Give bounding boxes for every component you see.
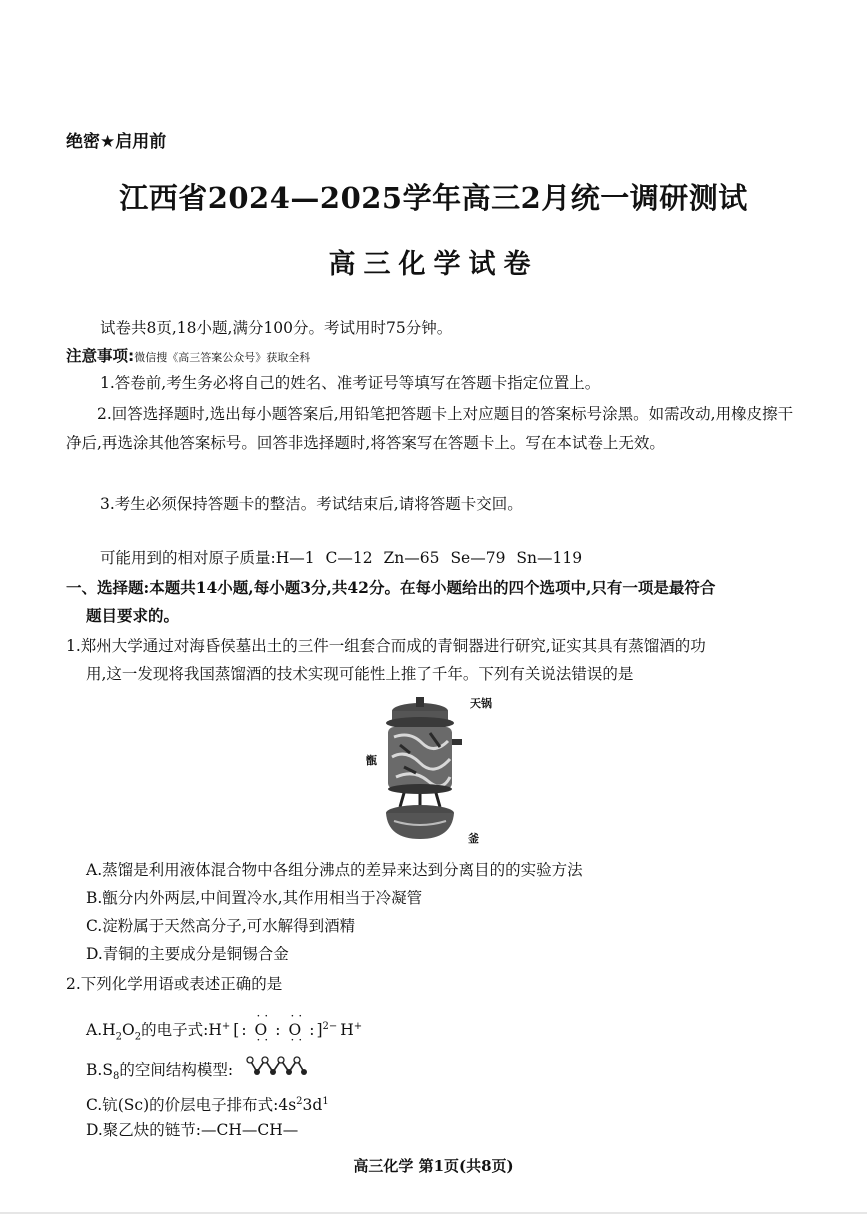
- notice-item-3: 3.考生必须保持答题卡的整洁。考试结束后,请将答题卡交回。: [100, 495, 523, 513]
- q2-a-label: 的电子式:H: [141, 1021, 222, 1040]
- notice-item-1: 1.答卷前,考生务必将自己的姓名、准考证号等填写在答题卡指定位置上。: [100, 374, 601, 392]
- section-1-heading-cont: 题目要求的。: [86, 606, 180, 625]
- q2-b-label: 的空间结构模型:: [119, 1061, 234, 1079]
- figure-label-tiangu: 天锅: [470, 697, 492, 710]
- notice-heading: [66, 346, 310, 368]
- section-1-heading: 一、选择题:本题共14小题,每小题3分,共42分。在每小题给出的四个选项中,只有一项是最符合: [66, 578, 716, 597]
- q2-c-3d: 3d: [302, 1096, 323, 1115]
- q2-c-label: C.钪(Sc)的价层电子排布式:4s: [86, 1096, 297, 1115]
- notice-item-2: 2.回答选择题时,选出每小题答案后,用铅笔把答题卡上对应题目的答案标号涂黑。如需改动,用橡皮擦干净后,再选涂其他答案标号。回答非选择题时,将答案写在答题卡上。写在本试卷上无效。: [66, 405, 794, 452]
- q2-option-c: [86, 1092, 329, 1115]
- q2-option-b: [86, 1060, 233, 1087]
- q2-a-oxygen-2: ·· O ··: [288, 1009, 307, 1048]
- q2-a-sub-2: 2: [134, 1031, 142, 1043]
- q2-a-charge: 2−: [322, 1021, 338, 1032]
- q2-a-oxygen-1: ·· O ··: [254, 1009, 273, 1048]
- q2-option-d: D.聚乙炔的链节:—CH—CH—: [86, 1121, 299, 1139]
- q2-a-bracket-close: ]: [316, 1021, 323, 1040]
- figure-label-fu: 釜: [468, 832, 479, 845]
- exam-title: 江西省2024—2025学年高三2月统一调研测试: [119, 181, 748, 215]
- q1-option-c: C.淀粉属于天然高分子,可水解得到酒精: [86, 917, 356, 935]
- q2-a-plus: +: [221, 1021, 231, 1032]
- bronze-distiller-figure: [370, 693, 495, 843]
- q2-a-h-tail: H: [340, 1021, 354, 1040]
- q2-a-h: A.H: [86, 1021, 116, 1040]
- q2-a-plus-tail: +: [353, 1021, 363, 1032]
- atomic-masses: 可能用到的相对原子质量:H—1 C—12 Zn—65 Se—79 Sn—119: [100, 549, 583, 567]
- q2-b-s: B.S: [86, 1061, 113, 1079]
- figure-label-zeng: 甑: [366, 754, 377, 767]
- q1-option-d: D.青铜的主要成分是铜锡合金: [86, 945, 289, 963]
- notice-label: 注意事项:: [66, 347, 135, 365]
- q2-c-sup-2: 1: [322, 1096, 329, 1107]
- q2-b-sub: 8: [112, 1071, 120, 1083]
- confidential-mark: 绝密★启用前: [66, 132, 167, 152]
- s8-crown-model-icon: [246, 1054, 308, 1078]
- q1-stem: 1.郑州大学通过对海昏侯墓出土的三件一组套合而成的青铜器进行研究,证实其具有蒸馏酒的功: [66, 637, 706, 655]
- page-footer: 高三化学 第1页(共8页): [353, 1157, 514, 1175]
- q2-a-sub: 2: [115, 1031, 123, 1043]
- q2-a-bracket-open: [: [233, 1021, 240, 1040]
- q1-stem-cont: 用,这一发现将我国蒸馏酒的技术实现可能性上推了千年。下列有关说法错误的是: [86, 665, 634, 683]
- q2-stem: 2.下列化学用语或表述正确的是: [66, 975, 283, 993]
- exam-subtitle: 高三化学试卷: [328, 249, 539, 280]
- q2-a-o: O: [122, 1021, 135, 1040]
- q1-option-b: B.甑分内外两层,中间置冷水,其作用相当于冷凝管: [86, 889, 423, 907]
- q1-option-a: A.蒸馏是利用液体混合物中各组分沸点的差异来达到分离目的的实验方法: [86, 861, 583, 879]
- q2-option-a: $A.H_2O_2$的电子式:H+ [ : ·· O ·· : ·· O ·· : ]$^{2-}$ H+: [86, 1009, 363, 1048]
- q2-c-sup-1: 2: [296, 1096, 303, 1107]
- notice-extra: 微信搜《高三答案公众号》获取全科: [134, 351, 311, 364]
- bottom-divider: [0, 1212, 867, 1214]
- exam-info: 试卷共8页,18小题,满分100分。考试用时75分钟。: [100, 319, 453, 337]
